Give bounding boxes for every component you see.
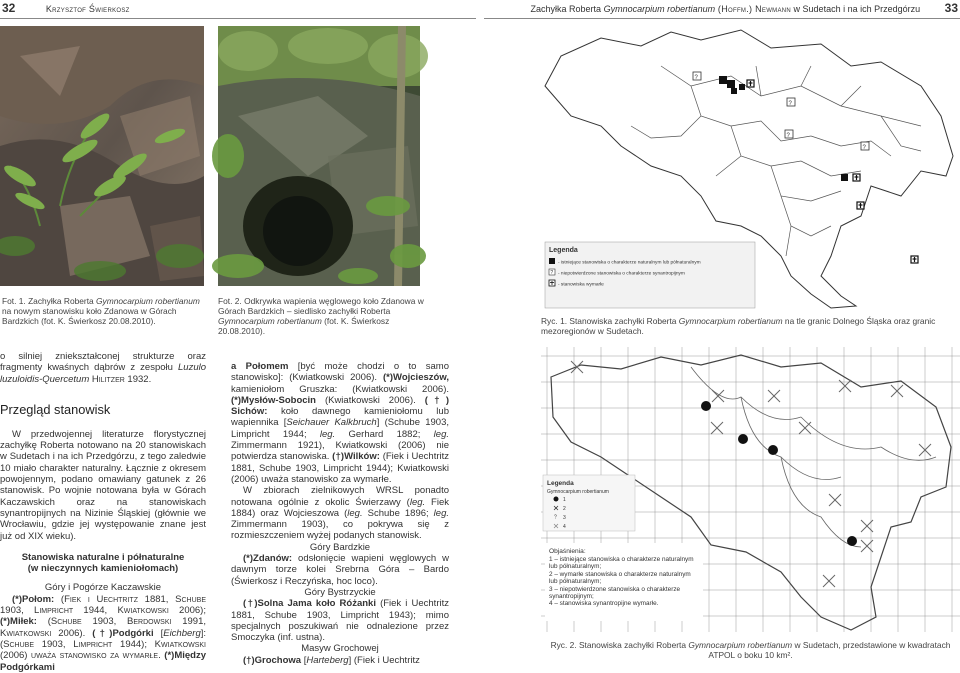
subheading-natural: Stanowiska naturalne i półnaturalne (w nieczynnych kamieniołomach): [21, 551, 185, 575]
svg-text:?: ?: [550, 270, 554, 276]
map1-legend-title: Legenda: [549, 247, 578, 254]
right-page-header: [484, 0, 958, 16]
photo-fern-on-rock: [0, 26, 204, 286]
running-title: Zachyłka Roberta Gymnocarpium robertianum (Hoffm.) Newmann w Sudetach i na ich Przedgórzu: [530, 4, 921, 14]
col2-para-3: (†)Solna Jama koło Różanki (Fiek i Uechtritz 1881, Schube 1903, Limpricht 1943); mimo specjalnych poszukiwań nie odnalezione przez Smoczyka (inf. ustna).: [231, 598, 449, 644]
col1-para-1: W przedwojennej literaturze florystycznej zachyłkę Roberta notowano na 20 stanowiskach w Sudetach i na ich Przedgórzu, z tego zaledwie 10 miało charakter naturalny. Łącznie z okresem powojennym, podano omawiany gatunek z 26 stanowisk. Po wojnie notowana była w Górach Kaczawskich oraz na stanowiskach synantropijnych na Nizinie Śląskiej (głównie we Wrocławiu, gdzie jej występowanie znane jest już od XIX wieku).: [0, 428, 206, 542]
svg-text:?: ?: [788, 101, 792, 107]
left-author: Krzysztof Świerkosz: [45, 4, 130, 14]
right-header-rule: [484, 18, 960, 19]
objasnienia-3: 3 – niepotwierdzone stanowiska o charakterze synantropijnym;: [549, 585, 681, 601]
svg-text:?: ?: [862, 145, 866, 151]
objasnienia-2: 2 – wymarłe stanowiska o charakterze naturalnym lub półnaturalnym;: [549, 570, 691, 586]
objasnienia-4: 4 – stanowiska synantropijne wymarłe.: [549, 600, 659, 608]
photo-limestone-outcrop: [218, 26, 420, 286]
map2-legend-1: 1: [563, 497, 566, 503]
objasnienia-1: 1 – istniejące stanowiska o charakterze naturalnym lub półnaturalnym;: [549, 556, 694, 571]
text-column-2: [231, 361, 449, 666]
left-header-rule: [0, 18, 476, 19]
caption-fot-2: Fot. 2. Odkrywka wapienia węglowego koło Zdanowa w Górach Bardzkich – siedlisko zachyłki Roberta Gymnocarpium robertianum (fot. K. Świerkosz 20.08.2010).: [218, 296, 424, 336]
map2-objasnienia: [545, 543, 703, 622]
caption-ryc-1: Ryc. 1. Stanowiska zachyłki Roberta Gymnocarpium robertianum na tle granic Dolnego Śląska oraz granic mezoregionów w Sudetach.: [541, 316, 936, 336]
map2-legend-3: 3: [563, 515, 566, 521]
svg-text:?: ?: [786, 133, 790, 139]
text-column-1: [0, 351, 206, 673]
region-bystrzyckie: Góry Bystrzyckie: [304, 586, 376, 598]
col2-para-4: (†)Grochowa [Harteberg] (Fiek i Uechtritz: [243, 654, 420, 666]
map2-legend-2: 2: [563, 506, 566, 512]
left-page-number: 32: [2, 1, 16, 15]
region-bardzkie: Góry Bardzkie: [309, 541, 371, 553]
map1-legend-item-2: - niepotwierdzone stanowiska o charakterze synantropijnym: [558, 271, 685, 277]
map2-legend-title: Legenda: [547, 480, 574, 487]
col1-para-2: (*)Połom: (Fiek i Uechtritz 1881, Schube 1903, Limpricht 1944, Kwiatkowski 2006); (*)Miłek: (Schube 1903, Berdowski 1991, Kwiatkowski 2006). (†)Podgórki [Eichberg]: (Schube 1903, Limpricht 1944); Kwiatkowski (2006) uważa stanowisko za wymarłe. (*)Między Podgórkami: [0, 593, 207, 673]
map2-legend-4: 4: [563, 524, 566, 530]
col1-intro: o silniej zniekształconej strukturze oraz fragmenty kwaśnych dąbrów z zespołu Luzulo luzuloidis-Quercetum Hilitzer 1932.: [0, 351, 206, 385]
map1-legend: [545, 242, 755, 308]
map1-legend-item-3: - stanowiska wymarłe: [558, 282, 604, 288]
map2-legend-subtitle: Gymnocarpium robertianum: [547, 489, 609, 495]
objasnienia-title: Objaśnienia:: [549, 548, 586, 555]
right-page-number: 33: [944, 1, 958, 15]
section-heading-przeglad: Przegląd stanowisk: [0, 401, 111, 417]
map-lower-silesia-regions: [541, 26, 960, 310]
caption-fot-1: Fot. 1. Zachyłka Roberta Gymnocarpium robertianum na nowym stanowisku koło Zdanowa w Górach Bardzkich (fot. K. Świerkosz 20.08.2010).: [2, 296, 200, 326]
svg-text:?: ?: [554, 514, 557, 521]
svg-text:?: ?: [694, 75, 698, 81]
region-kaczawskie: Góry i Pogórze Kaczawskie: [44, 582, 162, 594]
col2-para-1: W zbiorach zielnikowych WRSL ponadto notowana ogólnie z okolic Świerzawy (leg. Fiek 1884) oraz Wojcieszowa (leg. Schube 1896; leg. Zimmermann 1903), co pokrywa się z rozmieszczeniem wyżej podanych stanowisk.: [231, 485, 449, 542]
map-atpol-grid: [541, 347, 960, 632]
caption-ryc-2: Ryc. 2. Stanowiska zachyłki Roberta Gymnocarpium robertianum w Sudetach, przedstawione w kwadratach ATPOL o boku 10 km².: [550, 640, 951, 660]
col2-para-2: (*)Zdanów: odsłonięcie wapieni węglowych w dawnym torze kolei Srebrna Góra – Bardo (Świerkosz i Reczyńska, hoc loco).: [231, 553, 449, 587]
map2-legend: [543, 475, 635, 531]
left-page-header: [2, 0, 476, 16]
map1-legend-item-1: - istniejące stanowiska o charakterze naturalnym lub półnaturalnym: [558, 260, 701, 266]
col2-para-0: a Połomem [być może chodzi o to samo stanowisko]: (Kwiatkowski 2006). (*)Wojcieszów, kamieniołom Gruszka: (Kwiatkowski 2006). (*)Mysłów-Sobocin (Kwiatkowski 2006). (†) Sichów: koło dawnego kamieniołomu lub wapiennika [Seichauer Kalkbruch] (Schube 1903, Limpricht 1944; leg. Gerhard 1882; leg. Zimmermann 1921), Kwiatkowski (2006) nie potwierdza stanowiska. (†)Wilków: (Fiek i Uechtritz 1881, Schube 1903, Limpricht 1944); Kwiatkowski (2006) uważa stanowisko za wymarłe.: [231, 361, 449, 485]
region-grochowa: Masyw Grochowej: [301, 643, 379, 655]
